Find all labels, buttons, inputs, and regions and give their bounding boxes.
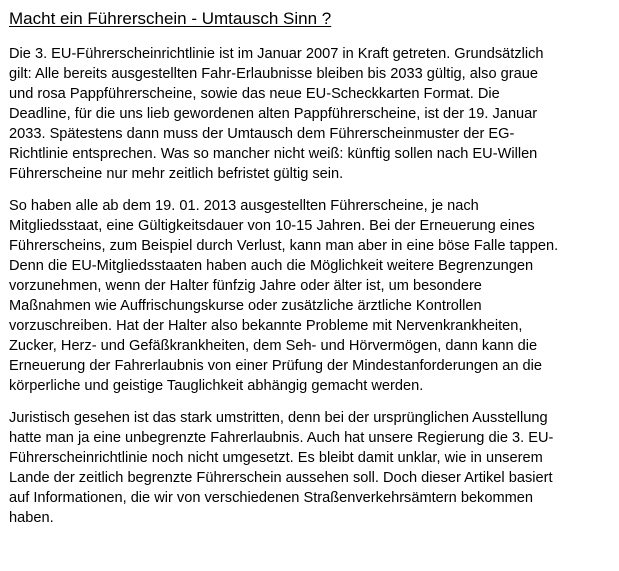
text-line: Erneuerung der Fahrerlaubnis von einer Prüfung der Mindestanforderungen an die [9,358,543,374]
text-line: Führerscheine nur mehr zeitlich befristet gültig sein. [9,166,344,182]
text-line: 2033. Spätestens dann muss der Umtausch dem Führerscheinmuster der EG- [9,126,515,142]
text-line: Mitgliedsstaat, eine Gültigkeitsdauer von 10-15 Jahren. Bei der Erneuerung eines [9,218,535,234]
paragraph-2 [9,196,614,396]
paragraph-1 [9,44,614,184]
text-line: Zucker, Herz- und Gefäßkrankheiten, dem Seh- und Hörvermögen, dann kann die [9,338,538,354]
text-line: gilt: Alle bereits ausgestellten Fahr-Erlaubnisse bleiben bis 2033 gültig, also graue [9,66,538,82]
paragraph-3 [9,408,614,528]
text-line: So haben alle ab dem 19. 01. 2013 ausgestellten Führerscheine, je nach [9,198,479,214]
text-line: Richtlinie entsprechen. Was so mancher nicht weiß: künftig sollen nach EU-Willen [9,146,538,162]
text-line: haben. [9,510,54,526]
text-line: Führerscheins, zum Beispiel durch Verlust, kann man aber in eine böse Falle tappen. [9,238,559,254]
text-line: Denn die EU-Mitgliedsstaaten haben auch die Möglichkeit weitere Begrenzungen [9,258,534,274]
text-line: Maßnahmen wie Auffrischungskurse oder zusätzliche ärztliche Kontrollen [9,298,482,314]
text-line: vorzuschreiben. Hat der Halter also bekannte Probleme mit Nervenkrankheiten, [9,318,523,334]
text-line: und rosa Pappführerscheine, sowie das neue EU-Scheckkarten Format. Die [9,86,500,102]
text-line: Deadline, für die uns lieb gewordenen alten Pappführerscheine, ist der 19. Januar [9,106,538,122]
text-line: körperliche und geistige Tauglichkeit abhängig gemacht werden. [9,378,424,394]
document-title: Macht ein Führerschein - Umtausch Sinn ? [9,9,332,28]
text-line: Lande der zeitlich begrenzte Führerschein aussehen soll. Doch dieser Artikel basiert [9,470,553,486]
document [9,8,614,540]
text-line: vorzunehmen, wenn der Halter fünfzig Jahre oder älter ist, um besondere [9,278,482,294]
text-line: Die 3. EU-Führerscheinrichtlinie ist im Januar 2007 in Kraft getreten. Grundsätzlich [9,46,544,62]
text-line: Führerscheinrichtlinie noch nicht umgesetzt. Es bleibt damit unklar, wie in unserem [9,450,543,466]
text-line: Juristisch gesehen ist das stark umstritten, denn bei der ursprünglichen Ausstellung [9,410,548,426]
text-line: auf Informationen, die wir von verschiedenen Straßenverkehrsämtern bekommen [9,490,534,506]
text-line: hatte man ja eine unbegrenzte Fahrerlaubnis. Auch hat unsere Regierung die 3. EU- [9,430,554,446]
